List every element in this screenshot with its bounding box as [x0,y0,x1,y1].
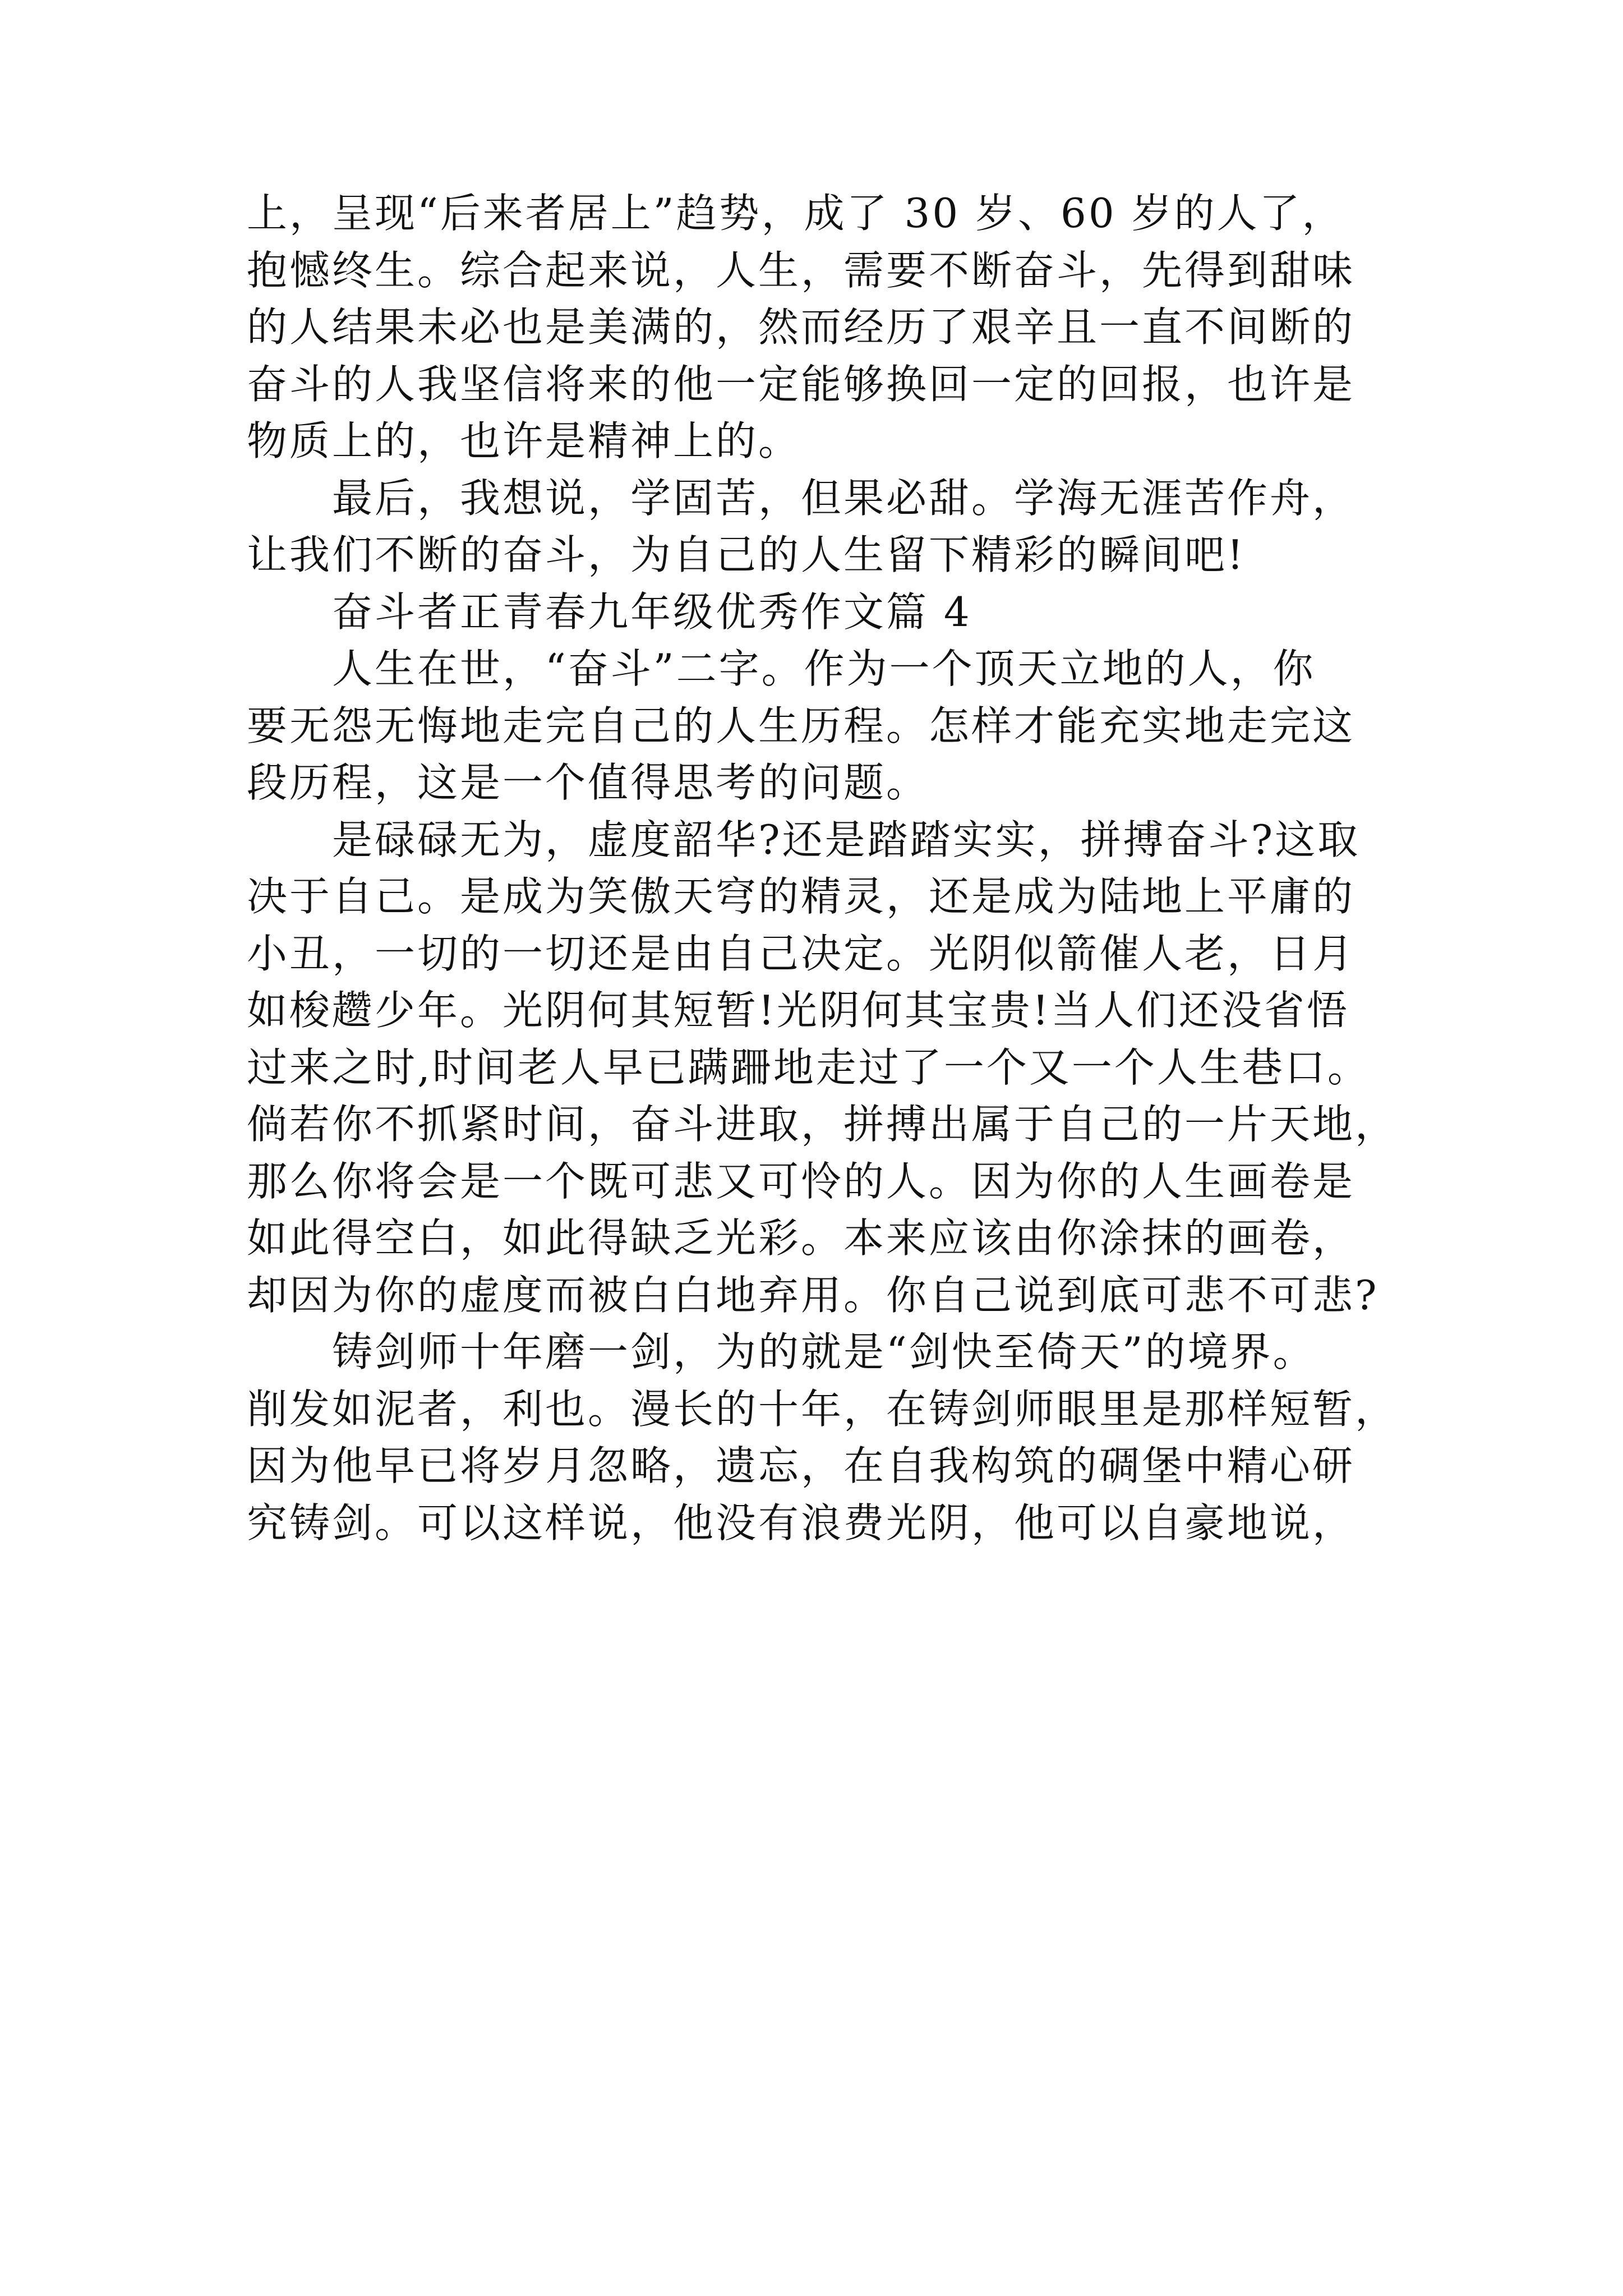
document-body [247,185,1398,1552]
text-line: 倘若你不抓紧时间，奋斗进取，拼搏出属于自己的一片天地， [247,1101,1398,1148]
text-line: 小丑，一切的一切还是由自己决定。光阴似箭催人老，日月 [247,930,1355,977]
text-line: 上，呈现“后来者居上”趋势，成了 30 岁、60 岁的人了， [247,190,1345,237]
paragraph-continuation [247,185,1391,470]
text-line: 如此得空白，如此得缺乏光彩。本来应该由你涂抹的画卷， [247,1214,1355,1262]
text-line: 抱憾终生。综合起来说，人生，需要不断奋斗，先得到甜味 [247,246,1355,294]
paragraph-intro [247,641,1391,812]
text-line: 因为他早已将岁月忽略，遗忘，在自我构筑的碉堡中精心研 [247,1442,1355,1489]
essay-heading [247,584,1391,641]
text-line: 究铸剑。可以这样说，他没有浪费光阴，他可以自豪地说， [247,1499,1355,1547]
text-line: 奋斗的人我坚信将来的他一定能够换回一定的回报，也许是 [247,360,1355,408]
text-line: 物质上的，也许是精神上的。 [247,417,801,464]
text-line: 却因为你的虚度而被白白地弃用。你自己说到底可悲不可悲? [247,1271,1379,1319]
text-line: 最后，我想说，学固苦，但果必甜。学海无涯苦作舟， [332,474,1355,522]
text-line: 削发如泥者，利也。漫长的十年，在铸剑师眼里是那样短暂， [247,1385,1398,1433]
text-line: 段历程，这是一个值得思考的问题。 [247,759,929,806]
text-line: 如梭趱少年。光阴何其短暂!光阴何其宝贵!当人们还没省悟 [247,987,1349,1034]
paragraph-conclusion [247,470,1391,584]
text-line: 铸剑师十年磨一剑，为的就是“剑快至倚天”的境界。 [332,1328,1316,1375]
text-line: 的人结果未必也是美满的，然而经历了艰辛且一直不间断的 [247,303,1355,351]
text-line: 要无怨无悔地走完自己的人生历程。怎样才能充实地走完这 [247,702,1355,749]
text-line: 人生在世，“奋斗”二字。作为一个顶天立地的人，你 [332,645,1316,692]
section-title: 奋斗者正青春九年级优秀作文篇 4 [332,588,972,636]
text-line: 让我们不断的奋斗，为自己的人生留下精彩的瞬间吧! [247,531,1246,578]
paragraph-choice [247,812,1398,1324]
text-line: 决于自己。是成为笑傲天穹的精灵，还是成为陆地上平庸的 [247,873,1355,920]
text-line: 是碌碌无为，虚度韶华?还是踏踏实实，拼搏奋斗?这取 [332,816,1361,863]
text-line: 过来之时,时间老人早已蹒跚地走过了一个又一个人生巷口。 [247,1043,1370,1091]
text-line: 那么你将会是一个既可悲又可怜的人。因为你的人生画卷是 [247,1157,1355,1205]
paragraph-swordsmith [247,1324,1398,1552]
